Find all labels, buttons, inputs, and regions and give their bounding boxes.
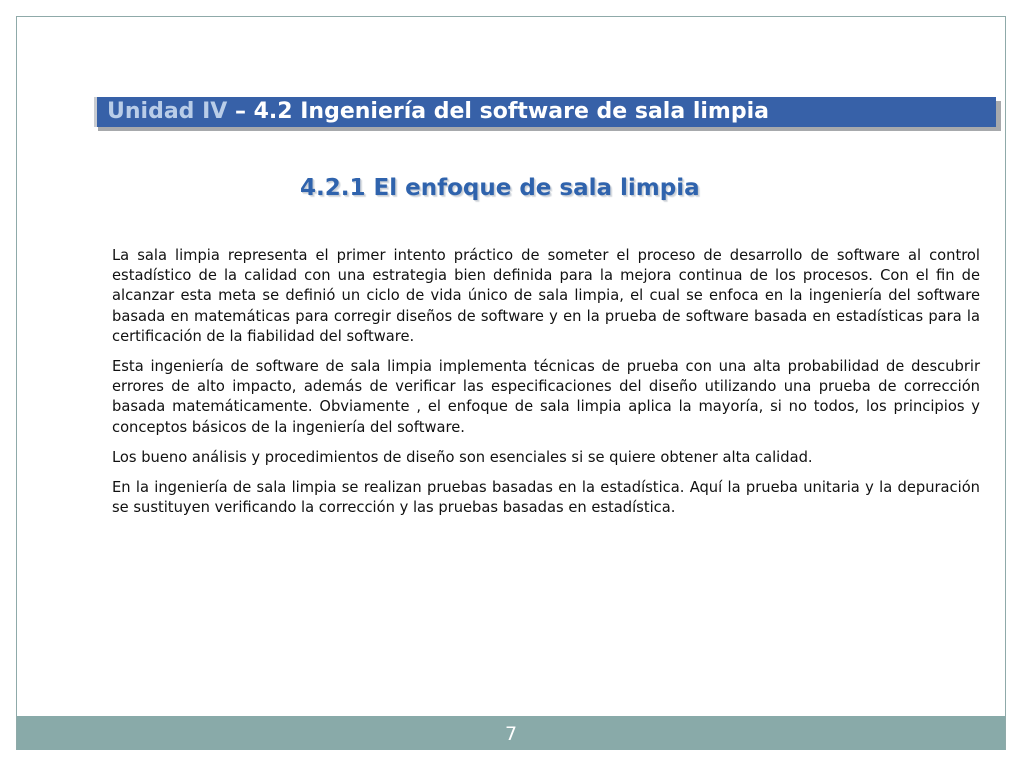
paragraph-4: En la ingeniería de sala limpia se realizan pruebas basadas en la estadística. Aquí la prueba unitaria y la depuración se sustituyen verificando la corrección y las pruebas basadas en estadística.: [112, 479, 980, 517]
title-unit-label: Unidad IV: [107, 99, 228, 124]
paragraph-1: La sala limpia representa el primer intento práctico de someter el proceso de desarrollo de software al control estadístico de la calidad con una estrategia bien definida para la mejora continua de los procesos. Con el fin de alcanzar esta meta se definió un ciclo de vida único de sala limpia, el cual se enfoca en la ingeniería del software basada en matemáticas para corregir diseños de software y en la prueba de software basada en estadísticas para la certificación de la fiabilidad del software.: [112, 247, 980, 345]
page-number: 7: [504, 723, 518, 745]
paragraph-3: Los bueno análisis y procedimientos de diseño son esenciales si se quiere obtener alta calidad.: [112, 448, 813, 466]
body-text: [112, 246, 980, 528]
slide-title-bar: [94, 97, 996, 127]
title-topic: – 4.2 Ingeniería del software de sala limpia: [227, 99, 769, 124]
paragraph-2: Esta ingeniería de software de sala limpia implementa técnicas de prueba con una alta probabilidad de descubrir errores de alto impacto, además de verificar las especificaciones del diseño utilizando una prueba de corrección basada matemáticamente. Obviamente , el enfoque de sala limpia aplica la mayoría, si no todos, los principios y conceptos básicos de la ingeniería del software.: [112, 358, 980, 436]
section-subtitle: 4.2.1 El enfoque de sala limpia: [300, 175, 700, 201]
footer-bar: [17, 716, 1005, 750]
